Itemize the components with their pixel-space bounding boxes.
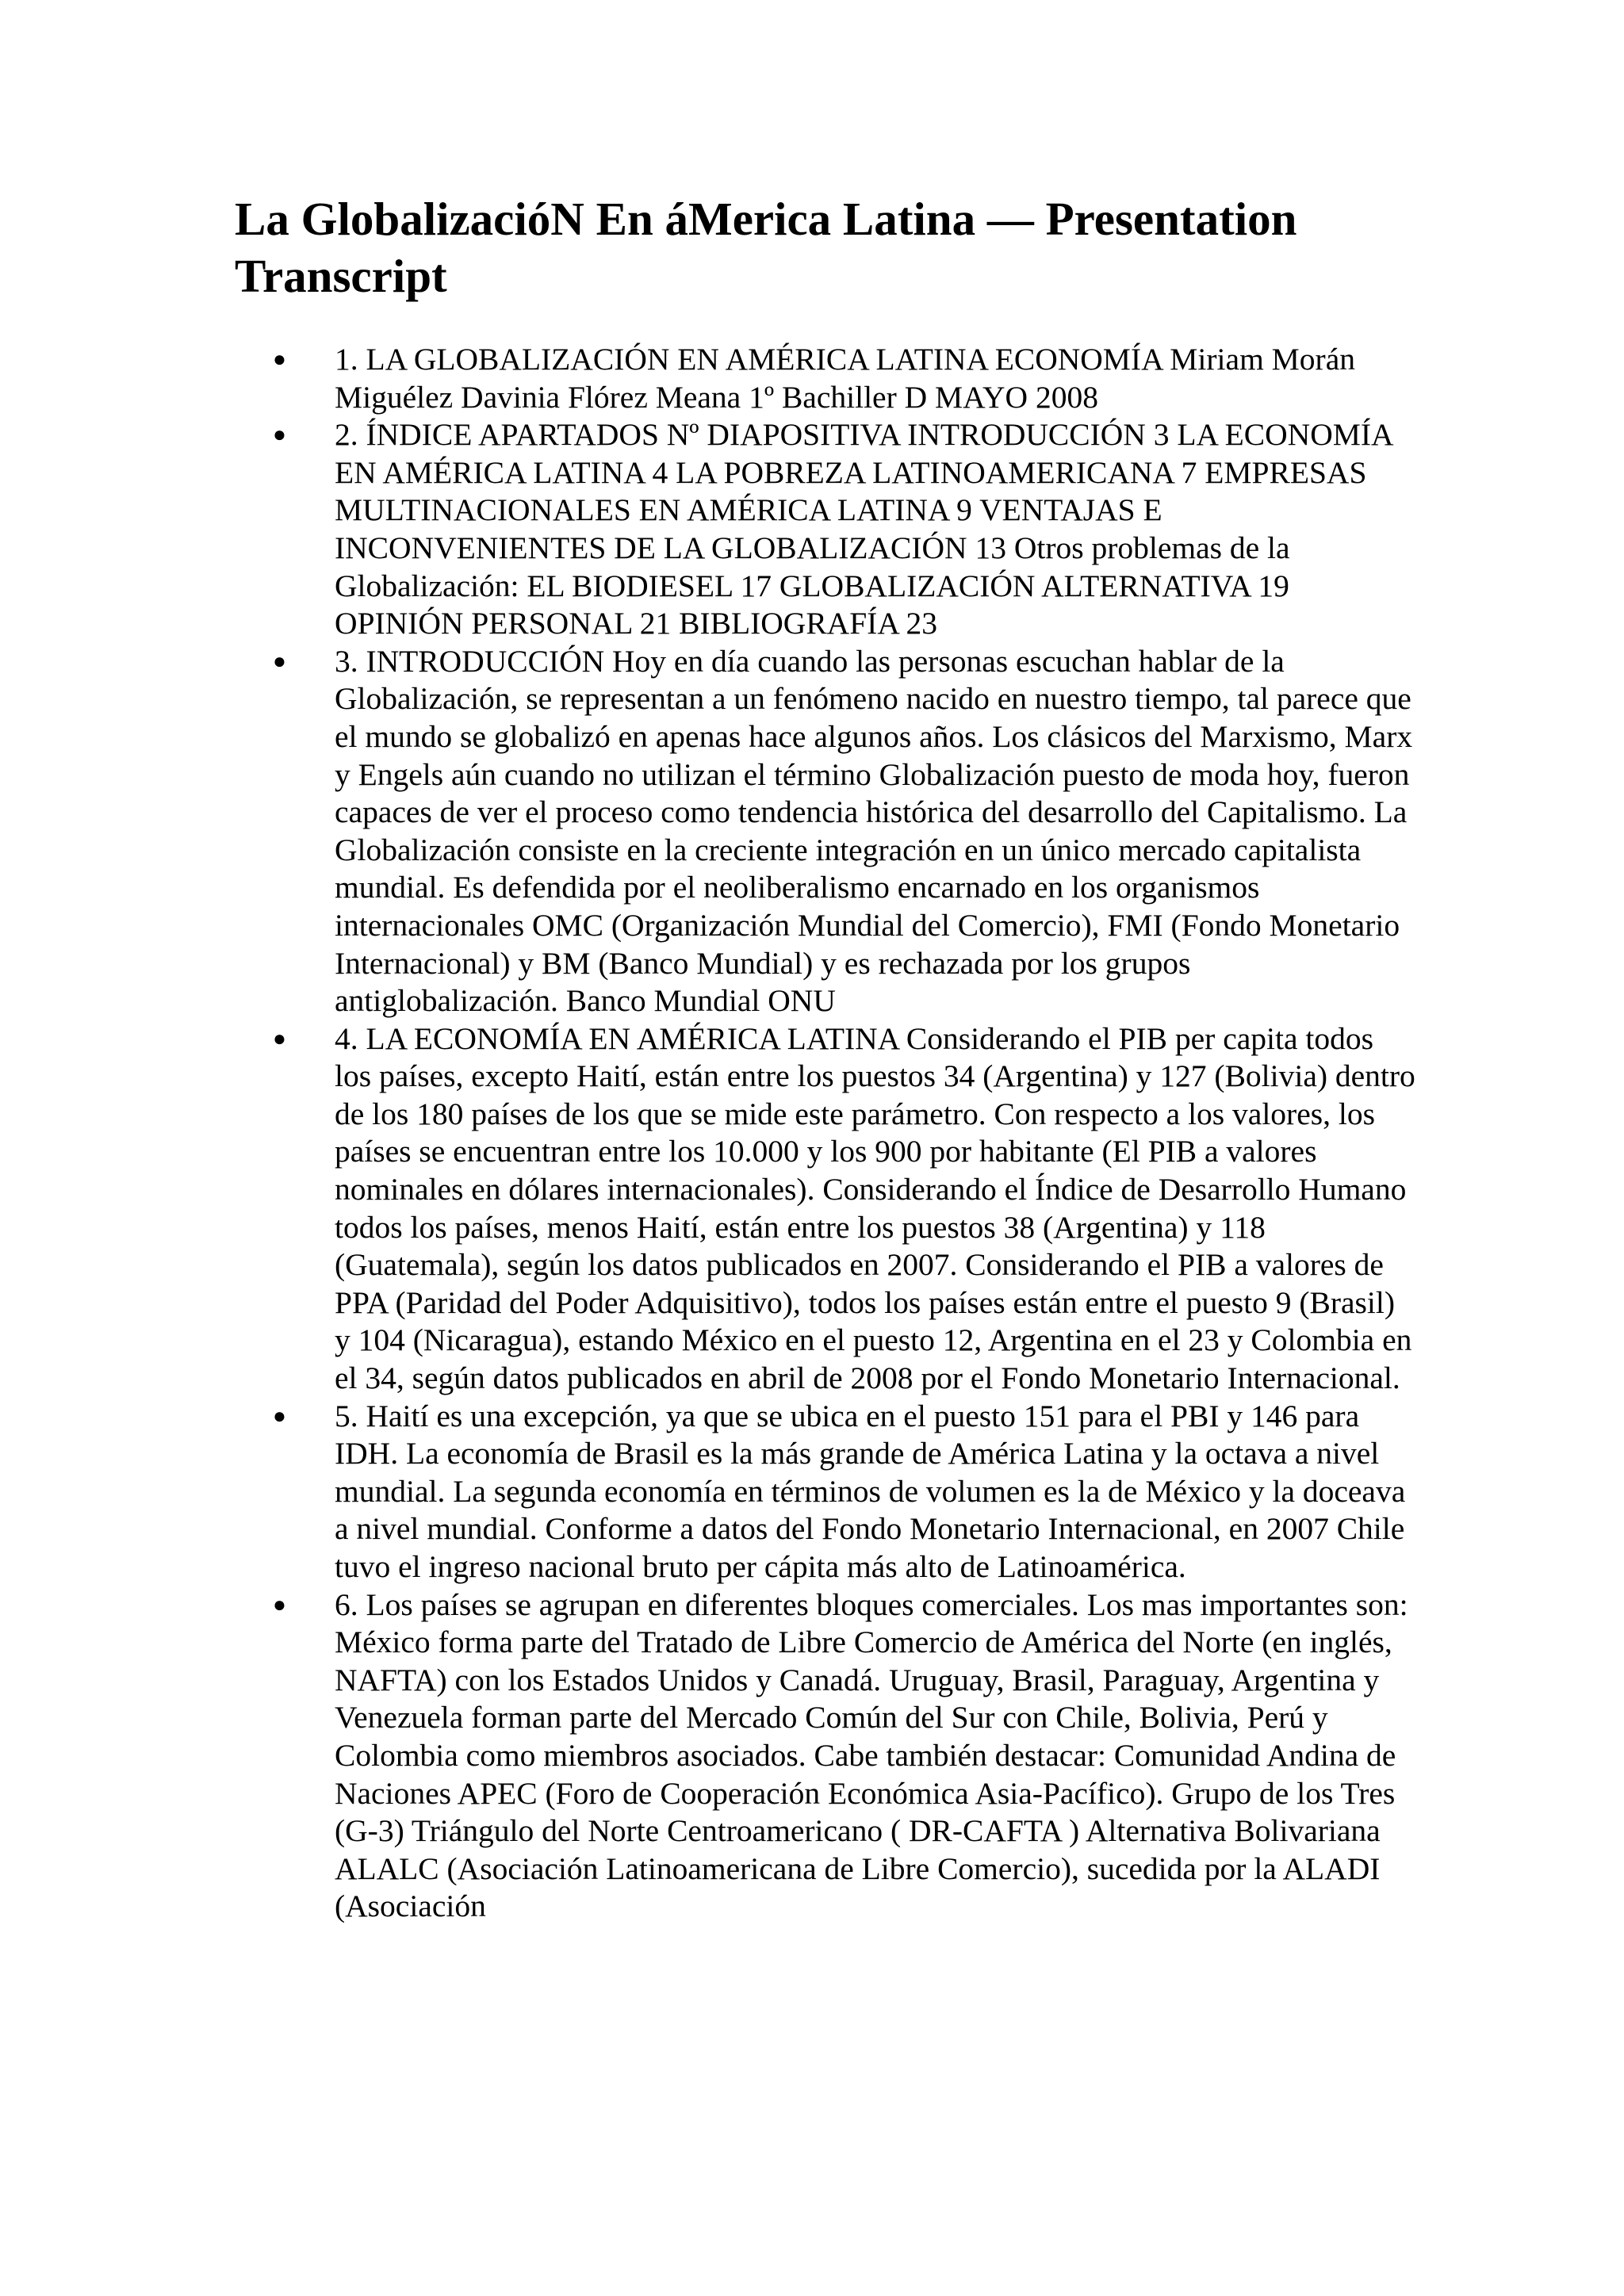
bullet-icon: ● — [273, 649, 286, 674]
list-item — [273, 341, 1416, 416]
list-item — [273, 1586, 1416, 1926]
bullet-icon: ● — [273, 1403, 286, 1429]
bullet-icon: ● — [273, 1592, 286, 1617]
list-item — [273, 1020, 1416, 1398]
slide-transcript-list — [235, 341, 1416, 1926]
slide-text: 2. ÍNDICE APARTADOS Nº DIAPOSITIVA INTRODUCCIÓN 3 LA ECONOMÍA EN AMÉRICA LATINA 4 LA POBREZA LATINOAMERICANA 7 EMPRESAS MULTINACIONALES EN AMÉRICA LATINA 9 VENTAJAS E INCONVENIENTES DE LA GLOBALIZACIÓN 13 Otros problemas de la Globalización: EL BIODIESEL 17 GLOBALIZACIÓN ALTERNATIVA 19 OPINIÓN PERSONAL 21 BIBLIOGRAFÍA 23 — [335, 417, 1392, 641]
slide-text: 6. Los países se agrupan en diferentes bloques comerciales. Los mas importantes son: México forma parte del Tratado de Libre Comercio de América del Norte (en inglés, NAFTA) con los Estados Unidos y Canadá. Uruguay, Brasil, Paraguay, Argentina y Venezuela forman parte del Mercado Común del Sur con Chile, Bolivia, Perú y Colombia como miembros asociados. Cabe también destacar: Comunidad Andina de Naciones APEC (Foro de Cooperación Económica Asia-Pacífico). Grupo de los Tres (G-3) Triángulo del Norte Centroamericano ( DR-CAFTA ) Alternativa Bolivariana ALALC (Asociación Latinoamericana de Libre Comercio), sucedida por la ALADI (Asociación — [335, 1586, 1408, 1924]
list-item — [273, 416, 1416, 643]
bullet-icon: ● — [273, 423, 286, 448]
list-item — [273, 643, 1416, 1020]
slide-text: 4. LA ECONOMÍA EN AMÉRICA LATINA Considerando el PIB per capita todos los países, excepto Haití, están entre los puestos 34 (Argentina) y 127 (Bolivia) dentro de los 180 países de los que se mide este parámetro. Con respecto a los valores, los países se encuentran entre los 10.000 y los 900 por habitante (El PIB a valores nominales en dólares internacionales). Considerando el Índice de Desarrollo Humano todos los países, menos Haití, están entre los puestos 38 (Argentina) y 118 (Guatemala), según los datos publicados en 2007. Considerando el PIB a valores de PPA (Paridad del Poder Adquisitivo), todos los países están entre el puesto 9 (Brasil) y 104 (Nicaragua), estando México en el puesto 12, Argentina en el 23 y Colombia en el 34, según datos publicados en abril de 2008 por el Fondo Monetario Internacional. — [335, 1020, 1415, 1396]
slide-text: 5. Haití es una excepción, ya que se ubica en el puesto 151 para el PBI y 146 para IDH. La economía de Brasil es la más grande de América Latina y la octava a nivel mundial. La segunda economía en términos de volumen es la de México y la doceava a nivel mundial. Conforme a datos del Fondo Monetario Internacional, en 2007 Chile tuvo el ingreso nacional bruto per cápita más alto de Latinoamérica. — [335, 1398, 1406, 1584]
document-title: La GlobalizacióN En áMerica Latina — Presentation Transcript — [235, 193, 1297, 302]
list-item — [273, 1398, 1416, 1586]
slide-text: 1. LA GLOBALIZACIÓN EN AMÉRICA LATINA ECONOMÍA Miriam Morán Miguélez Davinia Flórez Meana 1º Bachiller D MAYO 2008 — [335, 342, 1355, 415]
slide-text: 3. INTRODUCCIÓN Hoy en día cuando las personas escuchan hablar de la Globalización, se representan a un fenómeno nacido en nuestro tiempo, tal parece que el mundo se globalizó en apenas hace algunos años. Los clásicos del Marxismo, Marx y Engels aún cuando no utilizan el término Globalización puesto de moda hoy, fueron capaces de ver el proceso como tendencia histórica del desarrollo del Capitalismo. La Globalización consiste en la creciente integración en un único mercado capitalista mundial. Es defendida por el neoliberalismo encarnado en los organismos internacionales OMC (Organización Mundial del Comercio), FMI (Fondo Monetario Internacional) y BM (Banco Mundial) y es rechazada por los grupos antiglobalización. Banco Mundial ONU — [335, 643, 1413, 1019]
bullet-icon: ● — [273, 347, 286, 372]
bullet-icon: ● — [273, 1026, 286, 1051]
